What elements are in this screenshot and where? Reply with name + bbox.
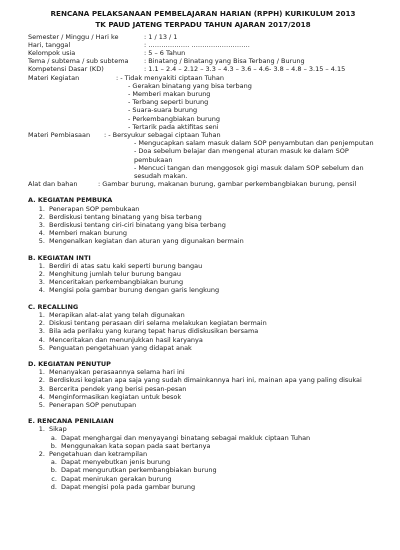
section-rencana-penilaian <box>28 417 378 491</box>
materi-pembiasaan-block <box>28 131 378 180</box>
document-title-line-2: TK PAUD JATENG TERPADU TAHUN AJARAN 2017/2018 <box>95 19 311 29</box>
meta-value: : 5 – 6 Tahun <box>144 49 186 57</box>
list-item: 4. Mengisi pola gambar burung dengan garis lengkung <box>47 286 378 294</box>
list-item: b. Menggunakan kata sopan pada saat bertanya <box>59 442 378 450</box>
list-item: 1. Menanyakan perasaannya selama hari ini <box>47 368 378 376</box>
section-heading: D. KEGIATAN PENUTUP <box>28 359 111 368</box>
meta-key: Kelompok usia <box>28 49 76 57</box>
meta-block <box>28 33 378 74</box>
assessment-sublist <box>49 458 378 491</box>
activity-list <box>28 311 378 352</box>
list-item: 2. Berdiskusi tentang binatang yang bisa terbang <box>47 213 378 221</box>
materi-item: - Suara-suara burung <box>128 106 198 115</box>
materi-kegiatan-block <box>28 74 378 131</box>
activity-list <box>28 205 378 246</box>
meta-value: : ………………. ……………………… <box>144 40 250 49</box>
list-item: 3. Bercerita pendek yang berisi pesan-pesan <box>47 385 378 393</box>
section-heading: B. KEGIATAN INTI <box>28 253 91 262</box>
list-item: 4. Memberi makan burung <box>47 229 378 237</box>
list-item: b. Dapat mengurutkan perkembangbiakan burung <box>59 466 378 474</box>
list-item: d. Dapat mengisi pola pada gambar burung <box>59 483 378 491</box>
activity-list <box>28 368 378 409</box>
section-heading: A. KEGIATAN PEMBUKA <box>28 196 113 205</box>
list-item: 2. Menghitung jumlah telur burung bangau <box>47 270 378 278</box>
assessment-list <box>28 425 378 491</box>
section-kegiatan-pembuka <box>28 196 378 245</box>
meta-key: Kompetensi Dasar (KD) <box>28 65 104 74</box>
meta-value: : 1 / 13 / 1 <box>144 32 178 41</box>
meta-key: Tema / subtema / sub subtema <box>28 57 129 66</box>
alat-bahan-row <box>28 180 378 188</box>
meta-value: : 1.1 – 2.4 – 2.12 – 3.3 – 4.3 – 3.6 – 4.6- 3.8 – 4.8 – 3.15 – 4.15 <box>144 65 346 74</box>
meta-row-semester <box>28 33 378 41</box>
assessment-sublist <box>49 434 378 450</box>
materi-kegiatan-row <box>28 74 378 82</box>
materi-item: - Tertarik pada aktifitas seni <box>128 122 219 131</box>
list-item: 1. Merapikan alat-alat yang telah digunakan <box>47 311 378 319</box>
list-item: 1. Berdiri di atas satu kaki seperti burung bangau <box>47 262 378 270</box>
alat-bahan-value: : Gambar burung, makanan burung, gambar perkembangbiakan burung, pensil <box>98 180 357 189</box>
section-kegiatan-penutup <box>28 360 378 409</box>
list-item: 3. Menceritakan perkembangbiakan burung <box>47 278 378 286</box>
materi-item: - Terbang seperti burung <box>128 98 209 107</box>
list-item: 2. Berdiskusi kegiatan apa saja yang sudah dimainkannya hari ini, mainan apa yang paling disukai <box>47 376 378 384</box>
meta-row-date <box>28 41 378 49</box>
list-item: 4. Menceritakan dan menunjukkan hasil karyanya <box>47 336 378 344</box>
meta-value: : Binatang / Binatang yang Bisa Terbang / Burung <box>144 57 305 66</box>
materi-item: - Perkembangbiakan burung <box>128 114 221 123</box>
materi-pembiasaan-key: Materi Pembiasaan <box>28 131 91 140</box>
list-item: 4. Menginformasikan kegiatan untuk besok <box>47 393 378 401</box>
section-kegiatan-inti <box>28 254 378 295</box>
materi-pembiasaan-row <box>28 131 378 139</box>
section-heading: C. RECALLING <box>28 302 79 311</box>
list-item: a. Dapat menyebutkan jenis burung <box>59 458 378 466</box>
materi-item: - Memberi makan burung <box>128 90 211 99</box>
meta-row-competency <box>28 65 378 73</box>
activity-list <box>28 262 378 295</box>
materi-item: - Gerakan binatang yang bisa terbang <box>128 81 252 90</box>
assessment-label: Sikap <box>49 425 67 434</box>
meta-key: Hari, tanggal <box>28 40 71 49</box>
assessment-label: Pengetahuan dan ketrampilan <box>49 449 148 458</box>
list-item: a. Dapat menghargai dan menyayangi binatang sebagai makluk ciptaan Tuhan <box>59 434 378 442</box>
pembiasaan-item: - Mengucapkan salam masuk dalam SOP penyambutan dan penjemputan <box>134 139 374 148</box>
materi-kegiatan-first: : - Tidak menyakiti ciptaan Tuhan <box>116 73 224 82</box>
pembiasaan-item: - Mencuci tangan dan menggosok gigi masuk dalam SOP sebelum dan sesudah makan. <box>134 163 364 181</box>
assessment-item <box>47 425 378 450</box>
meta-key: Semester / Minggu / Hari ke <box>28 32 119 41</box>
section-recalling <box>28 303 378 352</box>
alat-bahan-key: Alat dan bahan <box>28 180 78 189</box>
materi-pembiasaan-first: : - Bersyukur sebagai ciptaan Tuhan <box>104 131 221 140</box>
assessment-item <box>47 450 378 491</box>
list-item: 3. Bila ada perilaku yang kurang tepat harus didiskusikan bersama <box>47 327 378 335</box>
list-item: 5. Penguatan pengetahuan yang didapat anak <box>47 344 378 352</box>
document-title-line-1: RENCANA PELAKSANAAN PEMBELAJARAN HARIAN (RPPH) KURIKULUM 2013 <box>50 9 356 18</box>
section-heading: E. RENCANA PENILAIAN <box>28 417 114 426</box>
meta-row-age-group <box>28 49 378 57</box>
list-item: 1. Penerapan SOP pembukaan <box>47 205 378 213</box>
list-item: 2. Diskusi tentang perasaan diri selama melakukan kegiatan bermain <box>47 319 378 327</box>
meta-row-theme <box>28 57 378 65</box>
list-item: 5. Mengenalkan kegiatan dan aturan yang digunakan bermain <box>47 237 378 245</box>
list-item: c. Dapat menirukan gerakan burung <box>59 475 378 483</box>
materi-kegiatan-key: Materi Kegiatan <box>28 73 80 82</box>
pembiasaan-item: - Doa sebelum belajar dan mengenal aturan masuk ke dalam SOP pembukaan <box>134 147 349 164</box>
list-item: 5. Penerapan SOP penutupan <box>47 401 378 409</box>
list-item: 3. Berdiskusi tentang ciri-ciri binatang yang bisa terbang <box>47 221 378 229</box>
